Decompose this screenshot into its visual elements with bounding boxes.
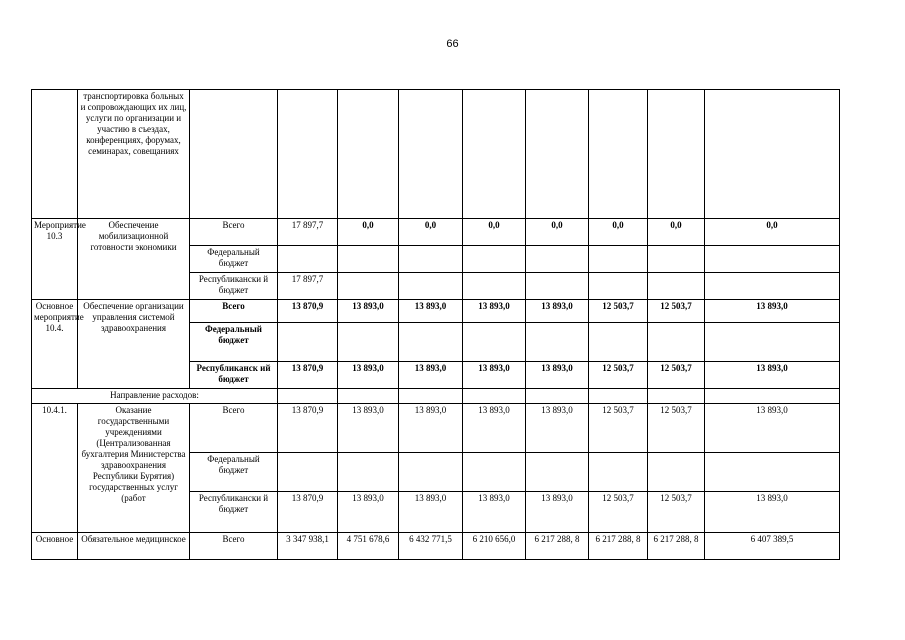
item-code: Основное мероприятие 10.4. — [32, 300, 78, 389]
value-cell: 13 893,0 — [705, 300, 840, 323]
value-cell: 13 893,0 — [399, 404, 463, 453]
item-name: Обязательное медицинское — [78, 533, 190, 560]
value-cell: 12 503,7 — [648, 404, 705, 453]
value-cell: 6 217 288, 8 — [648, 533, 705, 560]
value-cell: 13 893,0 — [705, 492, 840, 533]
direction-label: Направление расходов: — [32, 389, 278, 404]
item-code: 10.4.1. — [32, 404, 78, 533]
source-label: Республиканск ий бюджет — [190, 362, 278, 389]
budget-table — [31, 89, 840, 560]
value-cell: 0,0 — [463, 219, 526, 246]
value-cell: 13 893,0 — [399, 300, 463, 323]
table-row — [32, 90, 840, 219]
source-label: Всего — [190, 300, 278, 323]
value-cell: 12 503,7 — [648, 362, 705, 389]
item-code: Основное — [32, 533, 78, 560]
item-name: Обеспечение мобилизационной готовности экономики — [78, 219, 190, 300]
value-cell: 13 893,0 — [399, 492, 463, 533]
value-cell: 13 893,0 — [705, 404, 840, 453]
source-label: Всего — [190, 219, 278, 246]
table-row — [32, 219, 840, 246]
item-name: транспортировка больных и сопровождающих их лиц, услуги по организации и участию в съездах, конференциях, форумах, семинарах, совещаниях — [78, 90, 190, 219]
source-label: Всего — [190, 404, 278, 453]
value-cell: 13 870,9 — [278, 300, 338, 323]
value-cell: 6 210 656,0 — [463, 533, 526, 560]
table-row — [32, 533, 840, 560]
value-cell: 13 893,0 — [463, 362, 526, 389]
value-cell: 17 897,7 — [278, 219, 338, 246]
item-name: Оказание государственными учреждениями (Централизованная бухгалтерия Министерства здравоохранения Республики Бурятия) государственных услуг (работ — [78, 404, 190, 533]
table-row — [32, 404, 840, 453]
source-label: Всего — [190, 533, 278, 560]
item-code: Мероприятие 10.3 — [32, 219, 78, 300]
table-row — [32, 389, 840, 404]
value-cell: 12 503,7 — [589, 362, 648, 389]
value-cell: 13 893,0 — [526, 492, 589, 533]
value-cell: 6 217 288, 8 — [589, 533, 648, 560]
value-cell: 13 893,0 — [338, 362, 399, 389]
source-label: Республикански й бюджет — [190, 273, 278, 300]
item-name: Обеспечение организации управления системой здравоохранения — [78, 300, 190, 389]
page-number: 66 — [446, 38, 459, 50]
value-cell: 13 893,0 — [526, 362, 589, 389]
value-cell: 12 503,7 — [589, 404, 648, 453]
value-cell: 12 503,7 — [589, 492, 648, 533]
value-cell: 6 217 288, 8 — [526, 533, 589, 560]
value-cell: 0,0 — [399, 219, 463, 246]
value-cell: 13 870,9 — [278, 492, 338, 533]
source-label: Федеральный бюджет — [190, 246, 278, 273]
value-cell: 12 503,7 — [648, 492, 705, 533]
value-cell: 17 897,7 — [278, 273, 338, 300]
value-cell: 13 893,0 — [338, 404, 399, 453]
value-cell: 13 893,0 — [399, 362, 463, 389]
value-cell: 13 893,0 — [463, 492, 526, 533]
value-cell: 13 893,0 — [463, 404, 526, 453]
value-cell: 13 893,0 — [526, 300, 589, 323]
source-label: Республикански й бюджет — [190, 492, 278, 533]
value-cell: 0,0 — [589, 219, 648, 246]
value-cell: 0,0 — [705, 219, 840, 246]
source-label: Федеральный бюджет — [190, 453, 278, 492]
value-cell: 0,0 — [526, 219, 589, 246]
value-cell: 6 432 771,5 — [399, 533, 463, 560]
value-cell: 3 347 938,1 — [278, 533, 338, 560]
value-cell: 0,0 — [648, 219, 705, 246]
value-cell: 13 893,0 — [338, 300, 399, 323]
value-cell: 13 893,0 — [463, 300, 526, 323]
value-cell: 13 893,0 — [705, 362, 840, 389]
value-cell: 0,0 — [338, 219, 399, 246]
value-cell: 13 893,0 — [338, 492, 399, 533]
source-label: Федеральный бюджет — [190, 323, 278, 362]
value-cell: 12 503,7 — [648, 300, 705, 323]
value-cell: 13 893,0 — [526, 404, 589, 453]
value-cell: 12 503,7 — [589, 300, 648, 323]
value-cell: 4 751 678,6 — [338, 533, 399, 560]
table-row — [32, 300, 840, 323]
value-cell: 13 870,9 — [278, 362, 338, 389]
value-cell: 6 407 389,5 — [705, 533, 840, 560]
value-cell: 13 870,9 — [278, 404, 338, 453]
